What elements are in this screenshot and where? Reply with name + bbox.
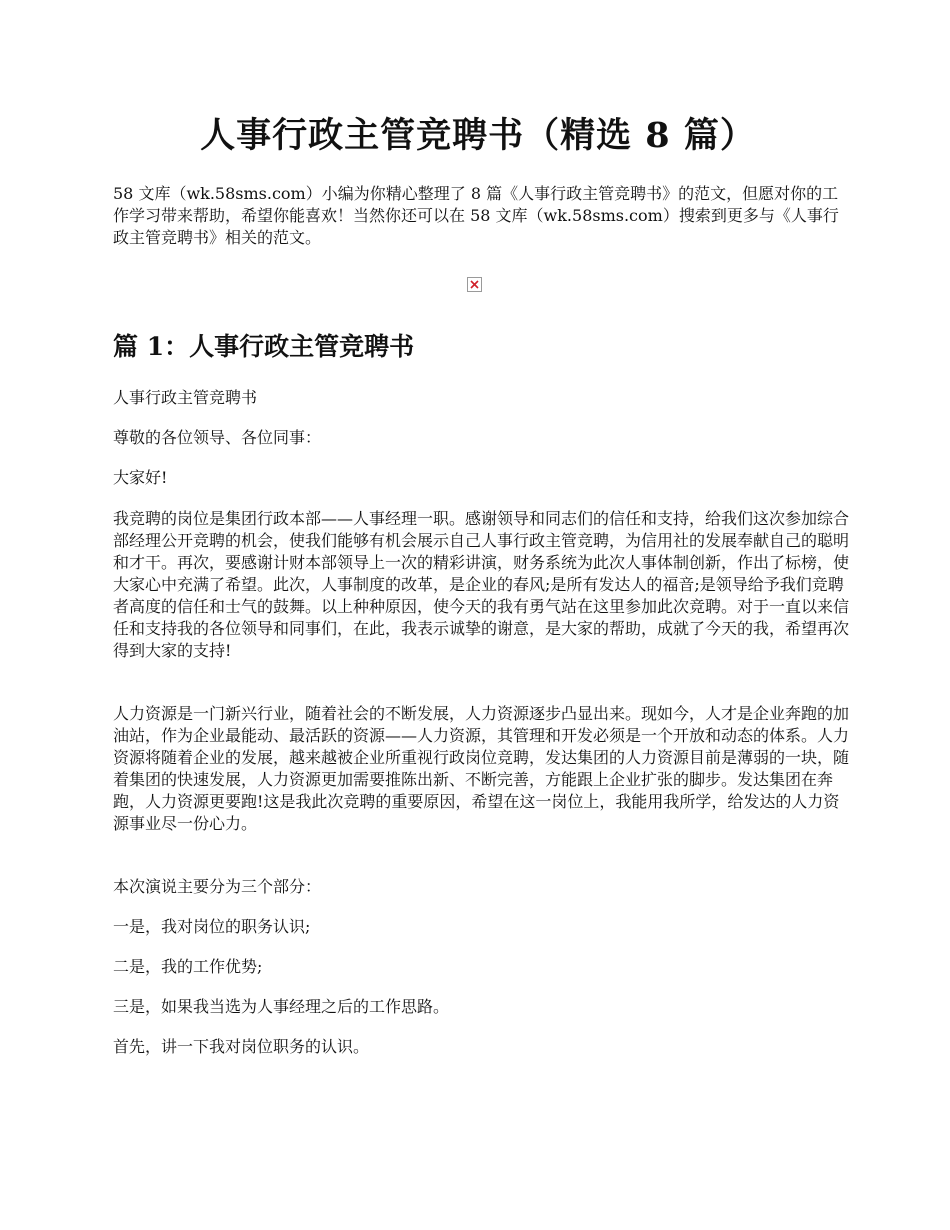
list-item: 二是，我的工作优势;	[113, 957, 263, 976]
paragraph-body: 人力资源是一门新兴行业，随着社会的不断发展，人力资源逐步凸显出来。现如今，人才是企业奔跑的加油站，作为企业最能动、最活跃的资源——人力资源，其管理和开发必须是一个开放和动态的体系。人力资源将随着企业的发展，越来越被企业所重视行政岗位竞聘，发达集团的人力资源目前是薄弱的一块，随着集团的快速发展，人力资源更加需要推陈出新、不断完善，方能跟上企业扩张的脚步。发达集团在奔跑，人力资源更要跑!这是我此次竞聘的重要原因，希望在这一岗位上，我能用我所学，给发达的人力资源事业尽一份心力。	[113, 704, 850, 833]
section-heading: 篇 1：人事行政主管竞聘书	[113, 332, 415, 361]
broken-image-icon	[467, 277, 482, 292]
list-item: 一是，我对岗位的职务认识;	[113, 917, 311, 936]
paragraph-outline: 本次演说主要分为三个部分：	[113, 877, 322, 896]
paragraph-salutation: 尊敬的各位领导、各位同事：	[113, 428, 322, 447]
intro-paragraph: 58 文库（wk.58sms.com）小编为你精心整理了 8 篇《人事行政主管竞聘书》的范文，但愿对你的工作学习带来帮助，希望你能喜欢！当然你还可以在 58 文库（wk.58sms.com）搜索到更多与《人事行政主管竞聘书》相关的范文。	[113, 184, 839, 247]
document-title: 人事行政主管竞聘书（精选 8 篇）	[200, 115, 756, 156]
paragraph-body: 我竞聘的岗位是集团行政本部——人事经理一职。感谢领导和同志们的信任和支持，给我们这次参加综合部经理公开竞聘的机会，使我们能够有机会展示自己人事行政主管竞聘，为信用社的发展奉献自己的聪明和才干。再次，要感谢计财本部领导上一次的精彩讲演，财务系统为此次人事体制创新，作出了标榜，使大家心中充满了希望。此次，人事制度的改革，是企业的春风;是所有发达人的福音;是领导给予我们竞聘者高度的信任和士气的鼓舞。以上种种原因，使今天的我有勇气站在这里参加此次竞聘。对于一直以来信任和支持我的各位领导和同事们，在此，我表示诚挚的谢意，是大家的帮助，成就了今天的我，希望再次得到大家的支持!	[113, 509, 850, 660]
list-item: 三是，如果我当选为人事经理之后的工作思路。	[113, 997, 450, 1016]
paragraph-subtitle: 人事行政主管竞聘书	[113, 388, 258, 407]
paragraph-body: 首先，讲一下我对岗位职务的认识。	[113, 1037, 370, 1056]
paragraph-greeting: 大家好!	[113, 468, 168, 487]
